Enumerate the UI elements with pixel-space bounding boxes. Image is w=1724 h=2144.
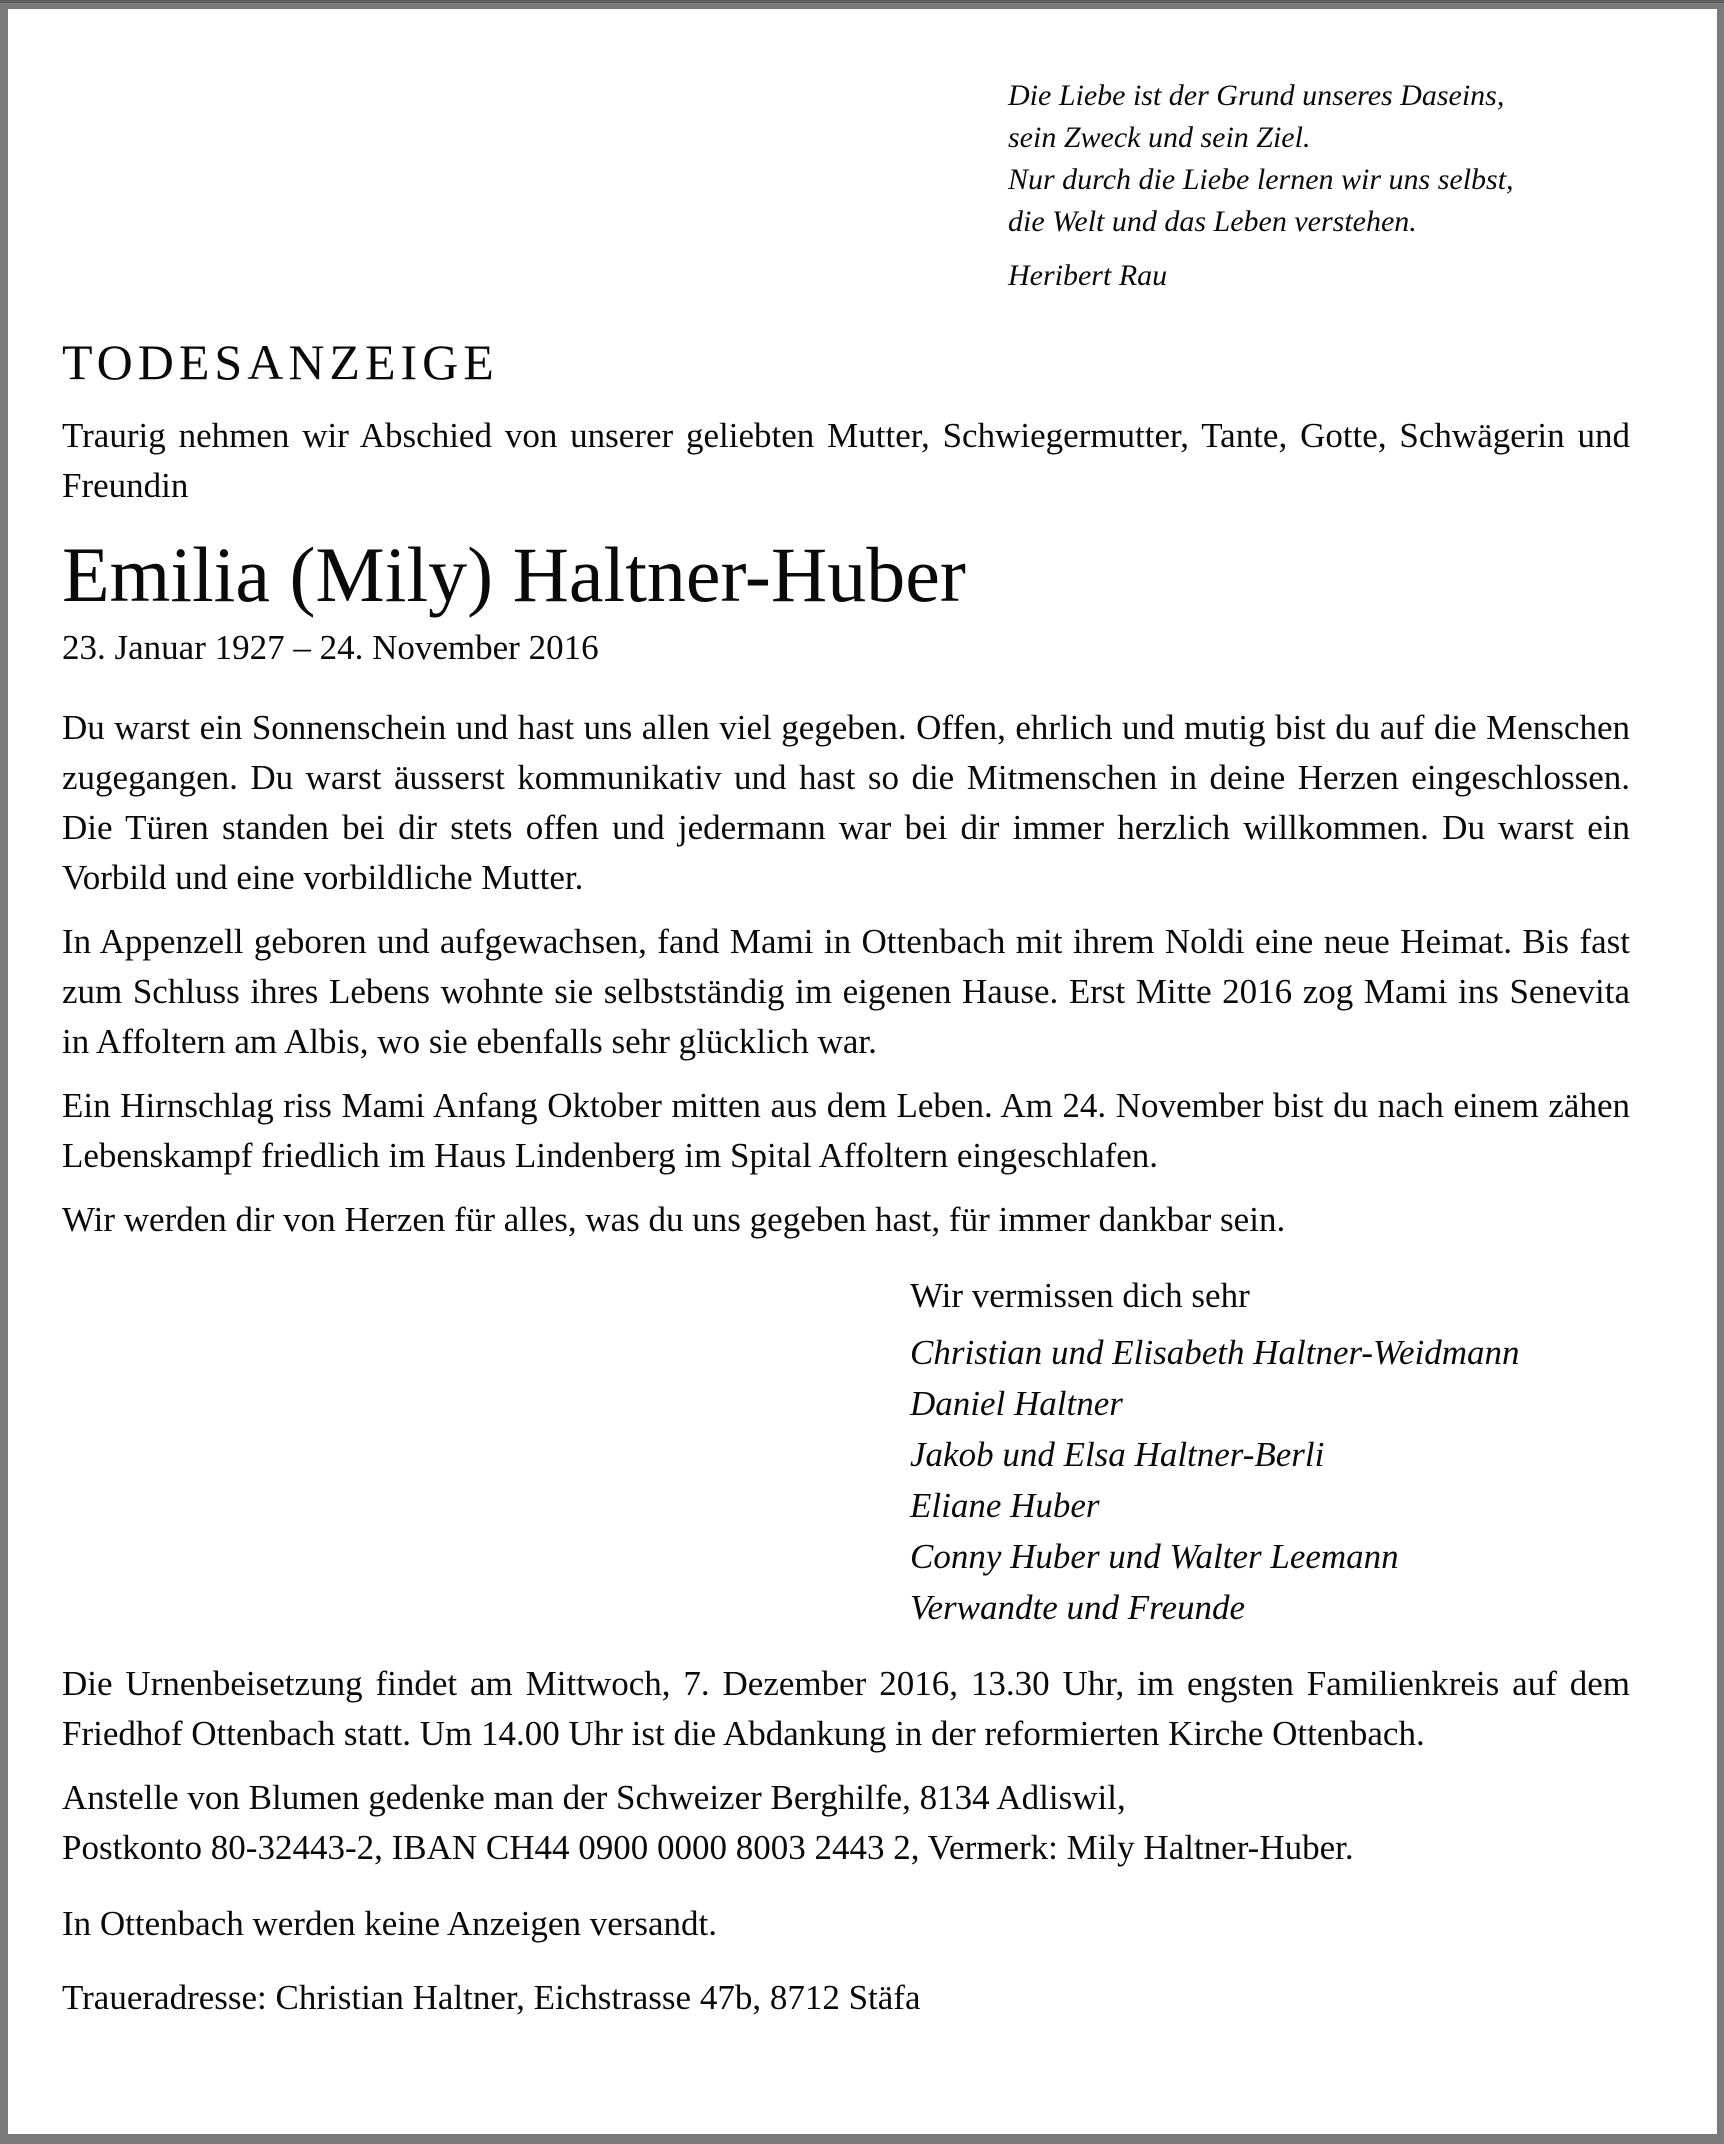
funeral-details: Die Urnenbeisetzung findet am Mittwoch, 7. Dezember 2016, 13.30 Uhr, im engsten Familienkreis auf dem Friedhof Ottenbach statt. Um 14.00 Uhr ist die Abdankung in der reformierten Kirche Ottenbach. bbox=[62, 1664, 1630, 1753]
quote-line: sein Zweck und sein Ziel. bbox=[1008, 121, 1311, 154]
memorial-quote bbox=[1008, 75, 1630, 297]
scan-top-edge bbox=[0, 0, 1724, 3]
obituary-paragraph: Wir werden dir von Herzen für alles, was du uns gegeben hast, für immer dankbar sein. bbox=[62, 1200, 1286, 1239]
mourners-list bbox=[910, 1327, 1630, 1633]
obituary-paragraph: In Appenzell geboren und aufgewachsen, fand Mami in Ottenbach mit ihrem Noldi eine neue Heimat. Bis fast zum Schluss ihres Lebens wohnte sie selbstständig im eigenen Hause. Erst Mitte 2016 zog Mami ins Senevita in Affoltern am Albis, wo sie ebenfalls sehr glücklich war. bbox=[62, 922, 1630, 1061]
obituary-content bbox=[8, 9, 1717, 2023]
intro-text: Traurig nehmen wir Abschied von unserer geliebten Mutter, Schwiegermutter, Tante, Gotte, Schwägerin und Freundin bbox=[62, 416, 1630, 505]
donation-line: Anstelle von Blumen gedenke man der Schweizer Berghilfe, 8134 Adliswil, bbox=[62, 1778, 1126, 1817]
life-dates: 23. Januar 1927 – 24. November 2016 bbox=[62, 628, 599, 667]
mourner-line: Conny Huber und Walter Leemann bbox=[910, 1537, 1399, 1576]
mourner-line: Christian und Elisabeth Haltner-Weidmann bbox=[910, 1333, 1520, 1372]
mourner-line: Eliane Huber bbox=[910, 1486, 1100, 1525]
no-notices-line: In Ottenbach werden keine Anzeigen versandt. bbox=[62, 1904, 718, 1943]
mourner-line: Jakob und Elsa Haltner-Berli bbox=[910, 1435, 1325, 1474]
notice-type-heading: TODESANZEIGE bbox=[62, 334, 499, 390]
mourner-line: Daniel Haltner bbox=[910, 1384, 1123, 1423]
quote-attribution: Heribert Rau bbox=[1008, 259, 1168, 292]
closing-line: Wir vermissen dich sehr bbox=[910, 1276, 1250, 1315]
quote-line: Nur durch die Liebe lernen wir uns selbst, bbox=[1008, 163, 1514, 196]
obituary-paragraph: Ein Hirnschlag riss Mami Anfang Oktober mitten aus dem Leben. Am 24. November bist du nach einem zähen Lebenskampf friedlich im Haus Lindenberg im Spital Affoltern eingeschlafen. bbox=[62, 1086, 1630, 1175]
mourning-address: Traueradresse: Christian Haltner, Eichstrasse 47b, 8712 Stäfa bbox=[62, 1978, 921, 2017]
deceased-name: Emilia (Mily) Haltner-Huber bbox=[62, 531, 966, 618]
donation-details bbox=[62, 1773, 1630, 1873]
obituary-sheet bbox=[8, 9, 1717, 2134]
quote-line: die Welt und das Leben verstehen. bbox=[1008, 205, 1417, 238]
quote-line: Die Liebe ist der Grund unseres Daseins, bbox=[1008, 79, 1505, 112]
obituary-paragraph: Du warst ein Sonnenschein und hast uns allen viel gegeben. Offen, ehrlich und mutig bist du auf die Menschen zugegangen. Du warst äusserst kommunikativ und hast so die Mitmenschen in deine Herzen eingeschlossen. Die Türen standen bei dir stets offen und jedermann war bei dir immer herzlich willkommen. Du warst ein Vorbild und eine vorbildliche Mutter. bbox=[62, 708, 1630, 897]
donation-line: Postkonto 80-32443-2, IBAN CH44 0900 0000 8003 2443 2, Vermerk: Mily Haltner-Huber. bbox=[62, 1828, 1354, 1867]
mourner-line: Verwandte und Freunde bbox=[910, 1588, 1246, 1627]
